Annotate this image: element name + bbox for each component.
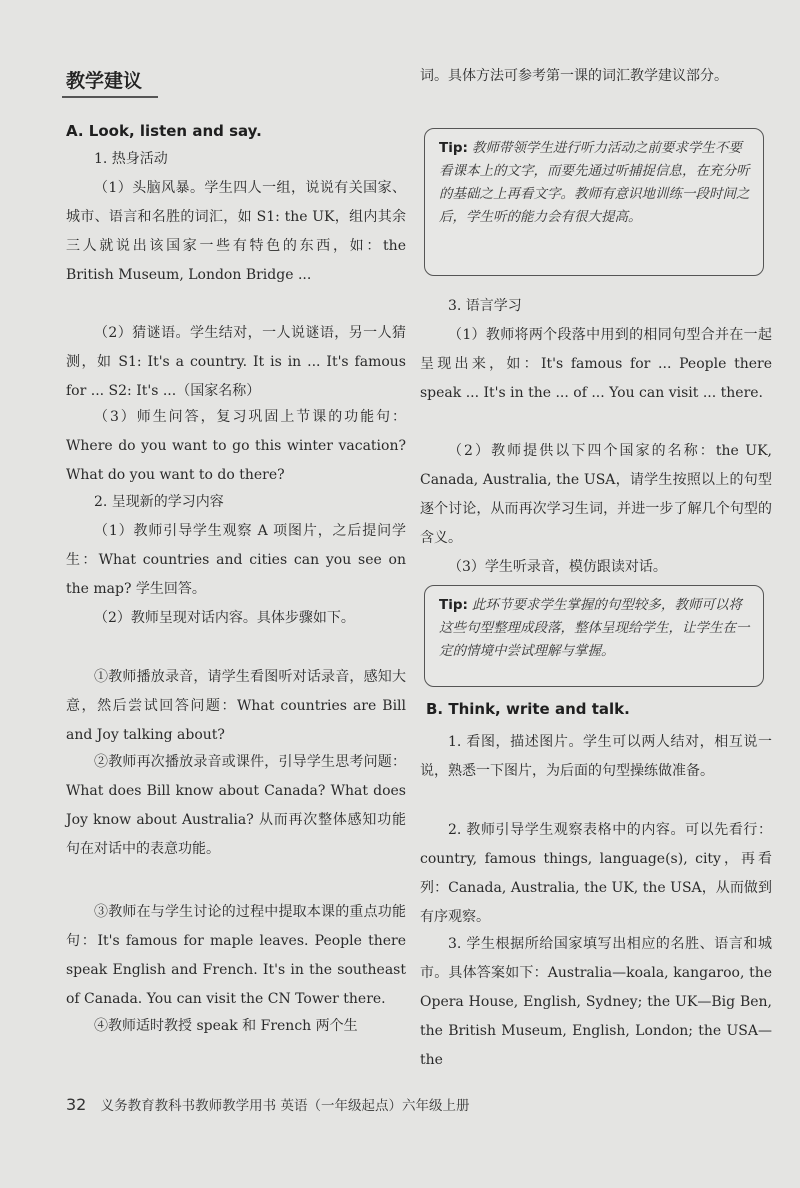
right-para-1: 词。具体方法可参考第一课的词汇教学建议部分。: [420, 68, 728, 84]
right-para-2: 3. 语言学习: [448, 298, 522, 314]
page-heading: 教学建议: [66, 70, 143, 92]
right-para-3: （1）教师将两个段落中用到的相同句型合并在一起呈现出来，如：It's famous for ... People there speak ... It's in the ... of ... You can visit ... there.: [420, 327, 772, 401]
tip-label: Tip:: [439, 597, 468, 613]
left-para-8: ①教师播放录音，请学生看图听对话录音，感知大意，然后尝试回答问题：What countries are Bill and Joy talking about?: [66, 669, 406, 743]
right-para-4: （2）教师提供以下四个国家的名称：the UK, Canada, Australia, the USA，请学生按照以上的句型逐个讨论，从而再次学习生词，并进一步了解几个句型的含义。: [420, 443, 772, 546]
left-para-11: ④教师适时教授 speak 和 French 两个生: [94, 1018, 358, 1034]
left-para-9: ②教师再次播放录音或课件，引导学生思考问题：What does Bill know about Canada? What does Joy know about Australia? 从而再次整体感知功能句在对话中的表意功能。: [66, 754, 406, 857]
tip-text: 此环节要求学生掌握的句型较多，教师可以将这些句型整理成段落，整体呈现给学生，让学生在一定的情境中尝试理解与掌握。: [439, 597, 750, 659]
page-number: 32: [66, 1095, 87, 1114]
book-title: 义务教育教科书教师教学用书 英语（一年级起点）六年级上册: [100, 1098, 470, 1114]
left-para-5: 2. 呈现新的学习内容: [94, 494, 224, 510]
tip-label: Tip:: [439, 140, 468, 156]
right-para-6: 1. 看图，描述图片。学生可以两人结对，相互说一说，熟悉一下图片，为后面的句型操练做准备。: [420, 734, 772, 779]
section-a-title: A. Look, listen and say.: [66, 122, 262, 140]
left-para-6: （1）教师引导学生观察 A 项图片，之后提问学生：What countries and cities can you see on the map? 学生回答。: [66, 523, 406, 597]
tip-box-listening: [424, 128, 764, 276]
tip-box-patterns: [424, 585, 764, 687]
left-para-4: （3）师生问答，复习巩固上节课的功能句：Where do you want to go this winter vacation? What do you want to do there?: [66, 409, 406, 483]
page-footer: [66, 1094, 469, 1114]
left-para-7: （2）教师呈现对话内容。具体步骤如下。: [94, 610, 355, 626]
right-para-8: 3. 学生根据所给国家填写出相应的名胜、语言和城市。具体答案如下：Australia—koala, kangaroo, the Opera House, English, Sydney; the UK—Big Ben, the British Museum, English, London; the USA—the: [420, 936, 772, 1068]
left-para-3: （2）猜谜语。学生结对，一人说谜语，另一人猜测，如 S1: It's a country. It is in ... It's famous for ... S2: It's ...（国家名称）: [66, 325, 406, 399]
right-para-5: （3）学生听录音，模仿跟读对话。: [448, 559, 667, 575]
section-b-title: B. Think, write and talk.: [426, 700, 630, 718]
left-para-2: （1）头脑风暴。学生四人一组，说说有关国家、城市、语言和名胜的词汇，如 S1: the UK，组内其余三人就说出该国家一些有特色的东西，如：the British Museum, London Bridge ...: [66, 180, 406, 283]
tip-text: 教师带领学生进行听力活动之前要求学生不要看课本上的文字，而要先通过听捕捉信息，在充分听的基础之上再看文字。教师有意识地训练一段时间之后，学生听的能力会有很大提高。: [439, 140, 750, 225]
left-para-1: 1. 热身活动: [94, 151, 168, 167]
heading-underline: [62, 96, 158, 98]
left-para-10: ③教师在与学生讨论的过程中提取本课的重点功能句：It's famous for maple leaves. People there speak English and French. It's in the southeast of Canada. You can visit the CN Tower there.: [66, 904, 406, 1007]
right-para-7: 2. 教师引导学生观察表格中的内容。可以先看行：country, famous things, language(s), city，再看列：Canada, Australia, the UK, the USA，从而做到有序观察。: [420, 822, 772, 925]
